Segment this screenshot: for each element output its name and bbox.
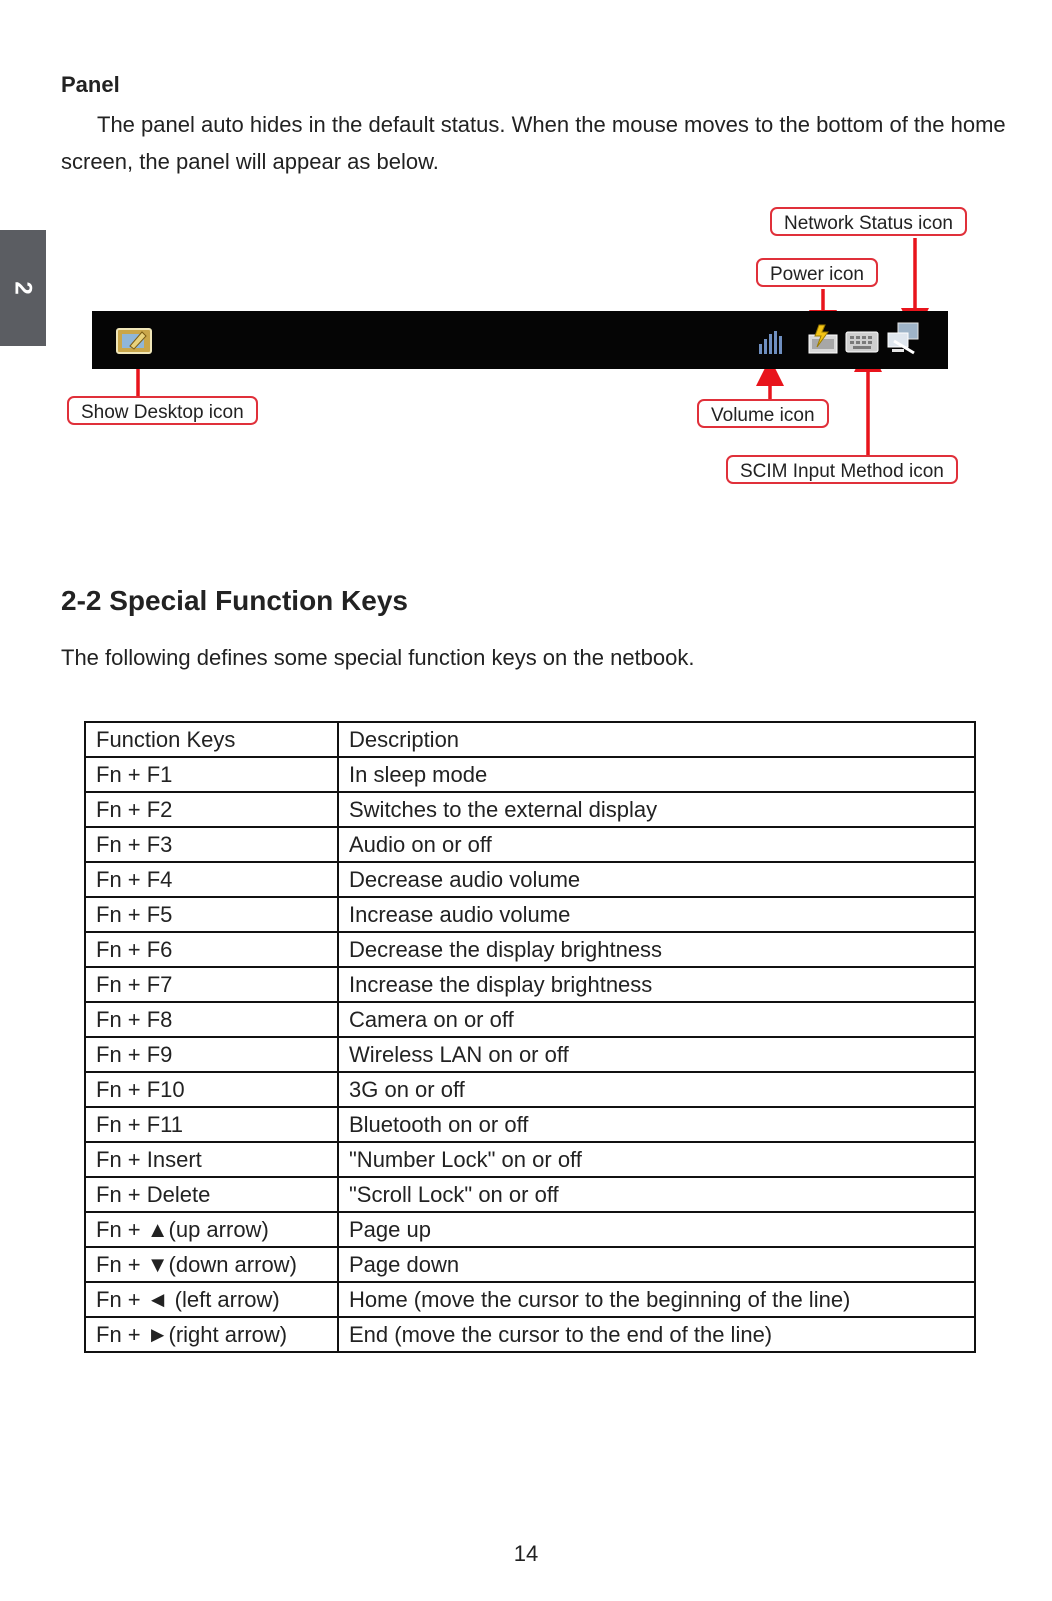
callout-power: Power icon [756,258,878,287]
table-row [85,1282,975,1317]
description-cell: Page down [338,1247,975,1282]
table-row [85,1072,975,1107]
description-cell: Audio on or off [338,827,975,862]
function-key-cell: Fn + F6 [85,932,338,967]
section-intro: The following defines some special function keys on the netbook. [61,645,695,670]
show-desktop-icon[interactable] [116,326,154,361]
function-key-cell: Fn + F11 [85,1107,338,1142]
table-row [85,792,975,827]
function-key-cell: Fn + F8 [85,1002,338,1037]
callout-scim-input-method: SCIM Input Method icon [726,455,958,484]
scim-input-method-icon[interactable] [844,326,880,361]
description-cell: "Scroll Lock" on or off [338,1177,975,1212]
function-key-cell: Fn + ►(right arrow) [85,1317,338,1352]
description-cell: Increase audio volume [338,897,975,932]
description-cell: Camera on or off [338,1002,975,1037]
description-cell: "Number Lock" on or off [338,1142,975,1177]
panel-description: The panel auto hides in the default status. When the mouse moves to the bottom of the home screen, the panel will appear as below. [61,112,1006,174]
callout-network-status: Network Status icon [770,207,967,236]
table-row [85,1037,975,1072]
description-cell: 3G on or off [338,1072,975,1107]
table-header-row [85,722,975,757]
chapter-number: 2 [9,281,37,295]
header-function-keys: Function Keys [85,722,338,757]
table-row [85,1107,975,1142]
network-status-icon[interactable] [884,321,922,362]
table-row [85,1002,975,1037]
description-cell: Home (move the cursor to the beginning of the line) [338,1282,975,1317]
callout-volume: Volume icon [697,399,829,428]
description-cell: End (move the cursor to the end of the line) [338,1317,975,1352]
function-key-cell: Fn + F5 [85,897,338,932]
table-row [85,932,975,967]
description-cell: Page up [338,1212,975,1247]
description-cell: Wireless LAN on or off [338,1037,975,1072]
header-description: Description [338,722,975,757]
table-row [85,1142,975,1177]
table-row [85,757,975,792]
function-key-cell: Fn + Insert [85,1142,338,1177]
panel-heading: Panel [61,72,120,97]
callout-show-desktop: Show Desktop icon [67,396,258,425]
description-cell: Switches to the external display [338,792,975,827]
table-row [85,1247,975,1282]
description-cell: Decrease audio volume [338,862,975,897]
description-cell: Bluetooth on or off [338,1107,975,1142]
table-row [85,862,975,897]
function-key-cell: Fn + F1 [85,757,338,792]
table-row [85,1212,975,1247]
volume-icon[interactable] [756,326,786,361]
function-key-cell: Fn + Delete [85,1177,338,1212]
description-cell: Increase the display brightness [338,967,975,1002]
function-keys-table [84,721,976,1353]
table-row [85,967,975,1002]
function-key-cell: Fn + F10 [85,1072,338,1107]
table-row [85,1177,975,1212]
section-title: 2-2 Special Function Keys [61,585,408,616]
power-icon[interactable] [806,323,842,362]
taskbar-panel [92,311,948,369]
function-key-cell: Fn + ◄ (left arrow) [85,1282,338,1317]
chapter-tab [0,230,46,346]
function-key-cell: Fn + F3 [85,827,338,862]
description-cell: In sleep mode [338,757,975,792]
function-key-cell: Fn + F7 [85,967,338,1002]
description-cell: Decrease the display brightness [338,932,975,967]
table-row [85,897,975,932]
function-key-cell: Fn + F9 [85,1037,338,1072]
function-key-cell: Fn + F2 [85,792,338,827]
page-number: 14 [513,1541,539,1566]
table-row [85,827,975,862]
function-key-cell: Fn + ▲(up arrow) [85,1212,338,1247]
function-key-cell: Fn + ▼(down arrow) [85,1247,338,1282]
table-row [85,1317,975,1352]
function-key-cell: Fn + F4 [85,862,338,897]
callout-arrows [0,0,1052,520]
